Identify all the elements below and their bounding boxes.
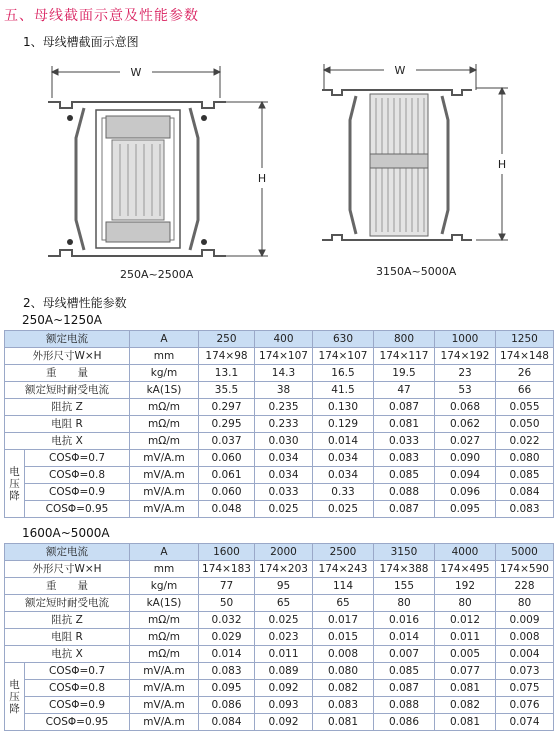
row-label: COSΦ=0.7 — [25, 663, 130, 680]
unit-cell: mΩ/m — [130, 629, 199, 646]
value-cell: 174×243 — [313, 561, 374, 578]
value-cell: 0.075 — [496, 680, 554, 697]
row-label: 额定短时耐受电流 — [5, 382, 130, 399]
value-cell: 0.076 — [496, 697, 554, 714]
value-cell: 0.034 — [255, 467, 313, 484]
row-label: 电抗 X — [5, 433, 130, 450]
value-cell: 80 — [435, 595, 496, 612]
value-cell: 0.130 — [313, 399, 374, 416]
row-label: 额定短时耐受电流 — [5, 595, 130, 612]
table-row — [5, 467, 554, 484]
value-cell: 0.233 — [255, 416, 313, 433]
table-row — [5, 646, 554, 663]
table-row — [5, 561, 554, 578]
table-row — [5, 416, 554, 433]
table-row — [5, 484, 554, 501]
value-cell: 0.048 — [199, 501, 255, 518]
row-label: 重 量 — [5, 365, 130, 382]
value-cell: 0.095 — [199, 680, 255, 697]
header-cell: 1600 — [199, 544, 255, 561]
header-cell: 5000 — [496, 544, 554, 561]
value-cell: 0.081 — [435, 680, 496, 697]
unit-cell: kA(1S) — [130, 595, 199, 612]
unit-cell: mV/A.m — [130, 450, 199, 467]
value-cell: 0.085 — [374, 663, 435, 680]
value-cell: 0.022 — [496, 433, 554, 450]
value-cell: 0.087 — [374, 399, 435, 416]
table-header-row — [5, 544, 554, 561]
value-cell: 23 — [435, 365, 496, 382]
value-cell: 0.037 — [199, 433, 255, 450]
header-cell: 630 — [313, 331, 374, 348]
value-cell: 0.014 — [374, 629, 435, 646]
value-cell: 0.009 — [496, 612, 554, 629]
value-cell: 174×495 — [435, 561, 496, 578]
value-cell: 0.017 — [313, 612, 374, 629]
value-cell: 174×192 — [435, 348, 496, 365]
value-cell: 0.093 — [255, 697, 313, 714]
value-cell: 0.080 — [496, 450, 554, 467]
value-cell: 0.060 — [199, 450, 255, 467]
width-label: W — [130, 66, 142, 79]
value-cell: 0.011 — [435, 629, 496, 646]
row-label: 阻抗 Z — [5, 612, 130, 629]
value-cell: 95 — [255, 578, 313, 595]
value-cell: 19.5 — [374, 365, 435, 382]
table-row — [5, 365, 554, 382]
value-cell: 0.086 — [199, 697, 255, 714]
height-label: H — [257, 172, 267, 185]
value-cell: 174×388 — [374, 561, 435, 578]
value-cell: 0.084 — [496, 484, 554, 501]
value-cell: 0.088 — [374, 697, 435, 714]
value-cell: 16.5 — [313, 365, 374, 382]
value-cell: 174×203 — [255, 561, 313, 578]
diagram-caption-small: 250A~2500A — [120, 268, 194, 281]
value-cell: 0.034 — [255, 450, 313, 467]
unit-cell: mΩ/m — [130, 646, 199, 663]
value-cell: 0.235 — [255, 399, 313, 416]
value-cell: 228 — [496, 578, 554, 595]
table-header-row — [5, 331, 554, 348]
value-cell: 174×117 — [374, 348, 435, 365]
row-label: COSΦ=0.7 — [25, 450, 130, 467]
header-cell: A — [130, 331, 199, 348]
value-cell: 0.005 — [435, 646, 496, 663]
value-cell: 0.082 — [435, 697, 496, 714]
table-body — [5, 561, 554, 731]
value-cell: 174×107 — [313, 348, 374, 365]
value-cell: 47 — [374, 382, 435, 399]
unit-cell: mV/A.m — [130, 697, 199, 714]
table-row — [5, 399, 554, 416]
table-body — [5, 348, 554, 518]
value-cell: 0.023 — [255, 629, 313, 646]
voltage-drop-label: 电压降 — [5, 450, 25, 518]
value-cell: 0.008 — [496, 629, 554, 646]
value-cell: 0.074 — [496, 714, 554, 731]
value-cell: 0.085 — [496, 467, 554, 484]
value-cell: 174×183 — [199, 561, 255, 578]
busway-section-diagram-small — [40, 58, 280, 268]
row-label: COSΦ=0.95 — [25, 714, 130, 731]
row-label: COSΦ=0.8 — [25, 680, 130, 697]
section-title: 五、母线截面示意及性能参数 — [4, 8, 199, 24]
row-label: COSΦ=0.95 — [25, 501, 130, 518]
value-cell: 0.083 — [496, 501, 554, 518]
unit-cell: mV/A.m — [130, 501, 199, 518]
value-cell: 174×590 — [496, 561, 554, 578]
parameters-heading: 2、母线槽性能参数 — [23, 296, 127, 310]
value-cell: 0.015 — [313, 629, 374, 646]
value-cell: 53 — [435, 382, 496, 399]
header-cell: A — [130, 544, 199, 561]
value-cell: 0.034 — [313, 450, 374, 467]
diagram-heading: 1、母线槽截面示意图 — [23, 35, 139, 49]
value-cell: 0.055 — [496, 399, 554, 416]
unit-cell: mΩ/m — [130, 612, 199, 629]
row-label: 阻抗 Z — [5, 399, 130, 416]
value-cell: 0.050 — [496, 416, 554, 433]
value-cell: 0.092 — [255, 714, 313, 731]
value-cell: 0.025 — [255, 501, 313, 518]
value-cell: 0.081 — [374, 416, 435, 433]
value-cell: 0.33 — [313, 484, 374, 501]
value-cell: 0.030 — [255, 433, 313, 450]
header-cell: 1250 — [496, 331, 554, 348]
value-cell: 26 — [496, 365, 554, 382]
value-cell: 0.085 — [374, 467, 435, 484]
value-cell: 13.1 — [199, 365, 255, 382]
unit-cell: mΩ/m — [130, 399, 199, 416]
header-cell: 4000 — [435, 544, 496, 561]
value-cell: 0.073 — [496, 663, 554, 680]
height-label: H — [497, 158, 507, 171]
table-row — [5, 578, 554, 595]
busway-section-diagram-large — [316, 58, 516, 258]
row-label: 电阻 R — [5, 416, 130, 433]
value-cell: 0.081 — [313, 714, 374, 731]
table-row — [5, 501, 554, 518]
unit-cell: kA(1S) — [130, 382, 199, 399]
value-cell: 77 — [199, 578, 255, 595]
value-cell: 14.3 — [255, 365, 313, 382]
header-cell: 1000 — [435, 331, 496, 348]
table-row — [5, 382, 554, 399]
value-cell: 0.087 — [374, 680, 435, 697]
value-cell: 0.068 — [435, 399, 496, 416]
table-row — [5, 433, 554, 450]
header-cell: 400 — [255, 331, 313, 348]
header-cell: 2000 — [255, 544, 313, 561]
performance-table-high — [4, 543, 554, 731]
value-cell: 50 — [199, 595, 255, 612]
value-cell: 0.061 — [199, 467, 255, 484]
value-cell: 0.025 — [255, 612, 313, 629]
value-cell: 0.014 — [313, 433, 374, 450]
value-cell: 0.088 — [374, 484, 435, 501]
value-cell: 0.083 — [374, 450, 435, 467]
value-cell: 80 — [374, 595, 435, 612]
table-row — [5, 629, 554, 646]
row-label: 外形尺寸W×H — [5, 348, 130, 365]
header-cell: 800 — [374, 331, 435, 348]
value-cell: 65 — [255, 595, 313, 612]
table-row — [5, 697, 554, 714]
value-cell: 66 — [496, 382, 554, 399]
table-row — [5, 450, 554, 467]
value-cell: 0.083 — [199, 663, 255, 680]
value-cell: 0.077 — [435, 663, 496, 680]
value-cell: 192 — [435, 578, 496, 595]
unit-cell: kg/m — [130, 365, 199, 382]
header-cell: 250 — [199, 331, 255, 348]
value-cell: 0.089 — [255, 663, 313, 680]
value-cell: 38 — [255, 382, 313, 399]
table-range-label: 1600A~5000A — [22, 526, 110, 540]
value-cell: 0.082 — [313, 680, 374, 697]
value-cell: 0.011 — [255, 646, 313, 663]
value-cell: 0.090 — [435, 450, 496, 467]
table-range-label: 250A~1250A — [22, 313, 102, 327]
value-cell: 0.012 — [435, 612, 496, 629]
unit-cell: mV/A.m — [130, 680, 199, 697]
header-cell: 额定电流 — [5, 544, 130, 561]
unit-cell: mm — [130, 348, 199, 365]
value-cell: 41.5 — [313, 382, 374, 399]
value-cell: 0.014 — [199, 646, 255, 663]
unit-cell: kg/m — [130, 578, 199, 595]
unit-cell: mΩ/m — [130, 433, 199, 450]
value-cell: 0.295 — [199, 416, 255, 433]
value-cell: 0.084 — [199, 714, 255, 731]
row-label: 电阻 R — [5, 629, 130, 646]
header-cell: 3150 — [374, 544, 435, 561]
row-label: COSΦ=0.9 — [25, 484, 130, 501]
value-cell: 35.5 — [199, 382, 255, 399]
value-cell: 0.087 — [374, 501, 435, 518]
value-cell: 0.025 — [313, 501, 374, 518]
value-cell: 0.092 — [255, 680, 313, 697]
table-row — [5, 680, 554, 697]
value-cell: 0.007 — [374, 646, 435, 663]
table-row — [5, 595, 554, 612]
unit-cell: mV/A.m — [130, 663, 199, 680]
row-label: 电抗 X — [5, 646, 130, 663]
value-cell: 0.034 — [313, 467, 374, 484]
value-cell: 0.033 — [374, 433, 435, 450]
value-cell: 0.016 — [374, 612, 435, 629]
table-row — [5, 612, 554, 629]
unit-cell: mm — [130, 561, 199, 578]
value-cell: 0.029 — [199, 629, 255, 646]
value-cell: 174×148 — [496, 348, 554, 365]
value-cell: 0.096 — [435, 484, 496, 501]
value-cell: 0.297 — [199, 399, 255, 416]
unit-cell: mV/A.m — [130, 714, 199, 731]
header-cell: 2500 — [313, 544, 374, 561]
value-cell: 0.086 — [374, 714, 435, 731]
unit-cell: mV/A.m — [130, 467, 199, 484]
table-row — [5, 348, 554, 365]
header-cell: 额定电流 — [5, 331, 130, 348]
row-label: COSΦ=0.8 — [25, 467, 130, 484]
row-label: 重 量 — [5, 578, 130, 595]
value-cell: 114 — [313, 578, 374, 595]
value-cell: 0.129 — [313, 416, 374, 433]
value-cell: 0.080 — [313, 663, 374, 680]
value-cell: 65 — [313, 595, 374, 612]
diagram-caption-large: 3150A~5000A — [376, 265, 457, 278]
value-cell: 0.004 — [496, 646, 554, 663]
value-cell: 80 — [496, 595, 554, 612]
value-cell: 0.032 — [199, 612, 255, 629]
voltage-drop-label: 电压降 — [5, 663, 25, 731]
width-label: W — [394, 64, 406, 77]
table-row — [5, 663, 554, 680]
unit-cell: mV/A.m — [130, 484, 199, 501]
value-cell: 0.081 — [435, 714, 496, 731]
row-label: 外形尺寸W×H — [5, 561, 130, 578]
value-cell: 0.008 — [313, 646, 374, 663]
value-cell: 0.033 — [255, 484, 313, 501]
value-cell: 0.095 — [435, 501, 496, 518]
value-cell: 0.062 — [435, 416, 496, 433]
value-cell: 174×98 — [199, 348, 255, 365]
value-cell: 0.083 — [313, 697, 374, 714]
row-label: COSΦ=0.9 — [25, 697, 130, 714]
value-cell: 0.060 — [199, 484, 255, 501]
value-cell: 0.094 — [435, 467, 496, 484]
unit-cell: mΩ/m — [130, 416, 199, 433]
performance-table-low — [4, 330, 554, 518]
value-cell: 155 — [374, 578, 435, 595]
value-cell: 0.027 — [435, 433, 496, 450]
value-cell: 174×107 — [255, 348, 313, 365]
